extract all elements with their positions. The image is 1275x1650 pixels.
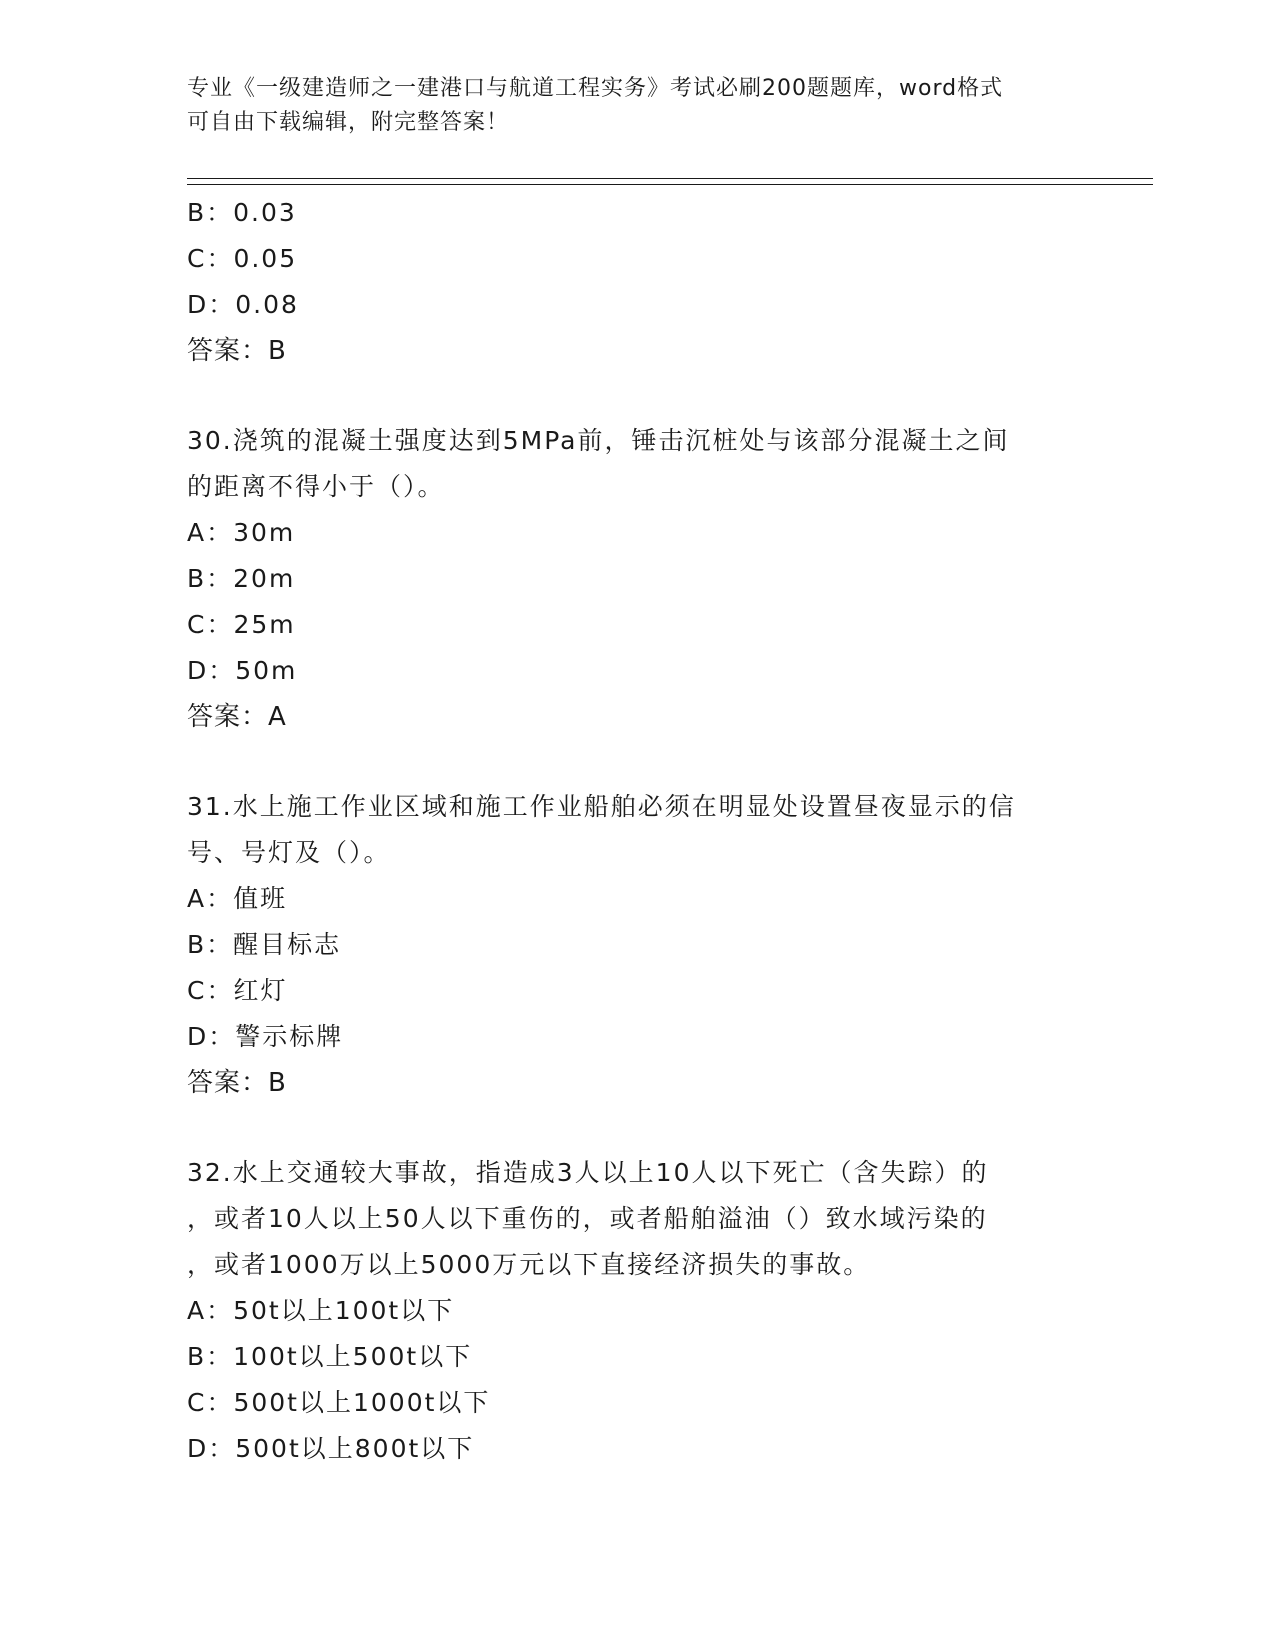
option-d: D：0.08 <box>187 290 299 319</box>
option-d: D：警示标牌 <box>187 1022 344 1051</box>
question-stem-line: 号、号灯及（）。 <box>187 838 391 867</box>
header-title-line-1: 专业《一级建造师之一建港口与航道工程实务》考试必刷200题题库，word格式 <box>187 76 1004 101</box>
header-title-line-2: 可自由下载编辑，附完整答案！ <box>187 110 510 135</box>
option-a: A：值班 <box>187 884 288 913</box>
question-stem-line: ，或者10人以上50人以下重伤的，或者船舶溢油（）致水域污染的 <box>187 1204 988 1233</box>
answer-line: 答案：B <box>187 1068 287 1098</box>
question-stem-line: 32.水上交通较大事故，指造成3人以上10人以下死亡（含失踪）的 <box>187 1158 989 1187</box>
option-a: A：50t以上100t以下 <box>187 1296 455 1325</box>
spacer <box>187 374 1087 418</box>
option-d: D：500t以上800t以下 <box>187 1434 475 1463</box>
header-double-rule <box>187 178 1153 185</box>
option-c: C：500t以上1000t以下 <box>187 1388 491 1417</box>
question-32 <box>187 1150 1087 1472</box>
question-stem-line: ，或者1000万以上5000万元以下直接经济损失的事故。 <box>187 1250 871 1279</box>
option-a: A：30m <box>187 518 296 547</box>
question-stem-line: 的距离不得小于（）。 <box>187 472 445 501</box>
option-b: B：醒目标志 <box>187 930 342 959</box>
option-d: D：50m <box>187 656 298 685</box>
question-content <box>187 190 1087 1472</box>
option-c: C：0.05 <box>187 244 298 273</box>
option-c: C：25m <box>187 610 296 639</box>
document-header <box>187 72 1087 140</box>
option-b: B：100t以上500t以下 <box>187 1342 473 1371</box>
option-b: B：20m <box>187 564 296 593</box>
question-30 <box>187 418 1087 740</box>
option-c: C：红灯 <box>187 976 288 1005</box>
previous-question-tail <box>187 190 1087 374</box>
answer-line: 答案：A <box>187 702 287 732</box>
question-stem-line: 30.浇筑的混凝土强度达到5MPa前，锤击沉桩处与该部分混凝土之间 <box>187 426 1010 455</box>
spacer <box>187 740 1087 784</box>
spacer <box>187 1106 1087 1150</box>
question-31 <box>187 784 1087 1106</box>
answer-line: 答案：B <box>187 336 287 366</box>
option-b: B：0.03 <box>187 198 297 227</box>
question-stem-line: 31.水上施工作业区域和施工作业船舶必须在明显处设置昼夜显示的信 <box>187 792 1016 821</box>
